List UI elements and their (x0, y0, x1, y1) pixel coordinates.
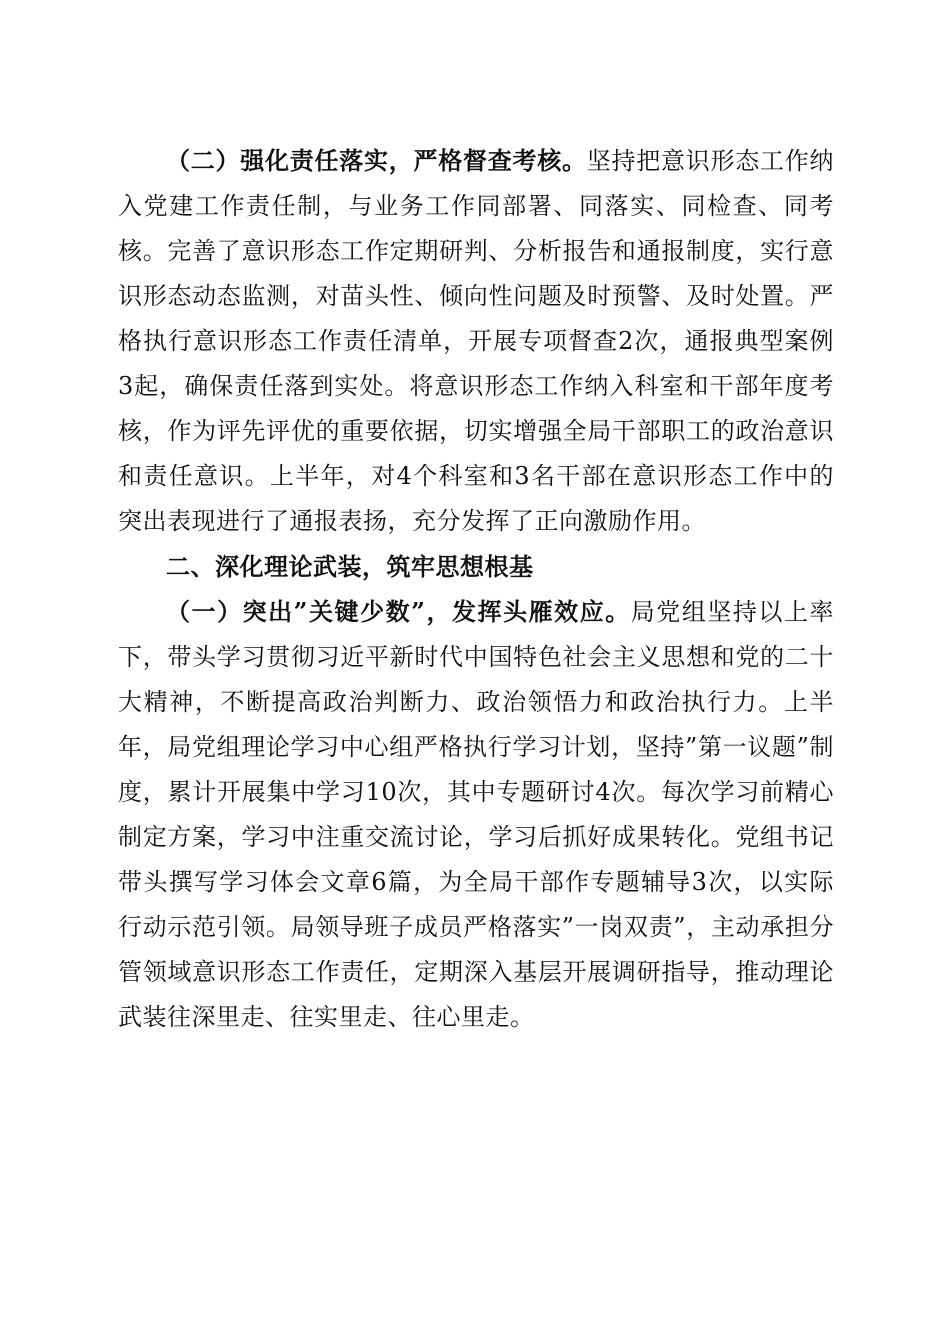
paragraph-responsibility (118, 138, 834, 544)
paragraph-text-key-minority: 局党组坚持以上率下，带头学习贯彻习近平新时代中国特色社会主义思想和党的二十大精神，不断提高政治判断力、政治领悟力和政治执行力。上半年，局党组理论学习中心组严格执行学习计划，坚持”第一议题”制度，累计开展集中学习10次，其中专题研讨4次。每次学习前精心制定方案，学习中注重交流讨论，学习后抓好成果转化。党组书记带头撰写学习体会文章6篇，为全局干部作专题辅导3次，以实际行动示范引领。局领导班子成员严格落实”一岗双责”，主动承担分管领域意识形态工作责任，定期深入基层开展调研指导，推动理论武装往深里走、往实里走、往心里走。 (118, 598, 835, 1031)
paragraph-lead-key-minority: （一）突出”关键少数”，发挥头雁效应。 (166, 597, 631, 626)
paragraph-key-minority (118, 589, 834, 1040)
document-body (118, 138, 834, 1040)
paragraph-lead-responsibility: （二）强化责任落实，严格督查考核。 (166, 146, 587, 175)
section-heading-theory: 二、深化理论武装，筑牢思想根基 (166, 552, 534, 581)
paragraph-text-responsibility: 坚持把意识形态工作纳入党建工作责任制，与业务工作同部署、同落实、同检查、同考核。完善了意识形态工作定期研判、分析报告和通报制度，实行意识形态动态监测，对苗头性、倾向性问题及时预警、及时处置。严格执行意识形态工作责任清单，开展专项督查2次，通报典型案例3起，确保责任落到实处。将意识形态工作纳入科室和干部年度考核，作为评先评优的重要依据，切实增强全局干部职工的政治意识和责任意识。上半年，对4个科室和3名干部在意识形态工作中的突出表现进行了通报表扬，充分发挥了正向激励作用。 (118, 147, 834, 535)
